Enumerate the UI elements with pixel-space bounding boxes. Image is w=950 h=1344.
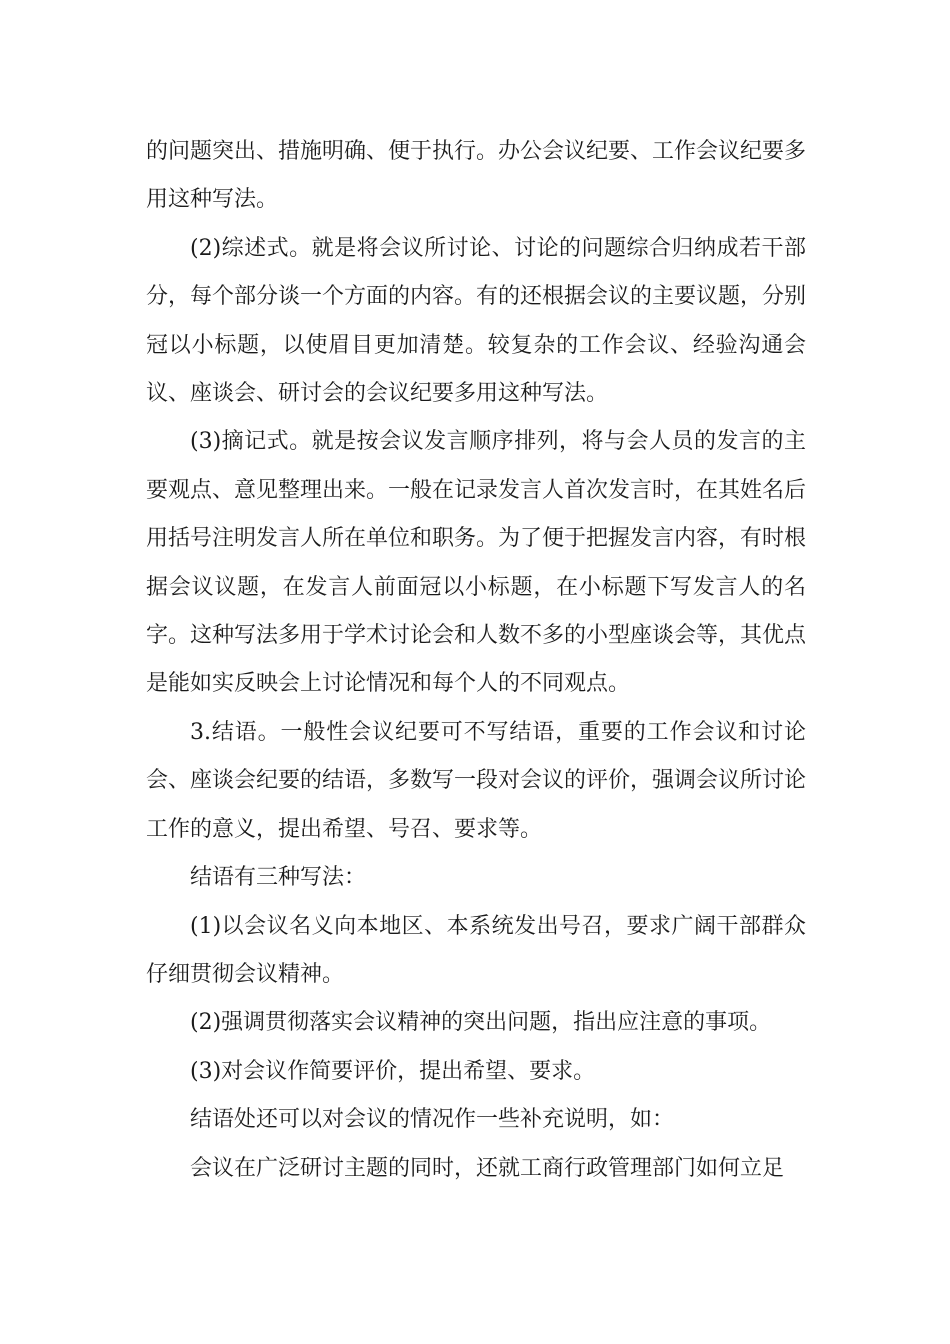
paragraph: 的问题突出、措施明确、便于执行。办公会议纪要、工作会议纪要多用这种写法。 — [146, 139, 807, 213]
paragraph: (3)摘记式。就是按会议发言顺序排列，将与会人员的发言的主要观点、意见整理出来。一般在记录发言人首次发言时，在其姓名后用括号注明发言人所在单位和职务。为了便于把握发言内容，有时根据会议议题，在发言人前面冠以小标题，在小标题下写发言人的名字。这种写法多用于学术讨论会和人数不多的小型座谈会等，其优点是能如实反映会上讨论情况和每个人的不同观点。 — [146, 429, 807, 697]
paragraph: (3)对会议作简要评价，提出希望、要求。 — [190, 1058, 596, 1084]
paragraph: 结语处还可以对会议的情况作一些补充说明，如： — [190, 1107, 675, 1133]
document-body — [146, 128, 806, 1193]
paragraph: (2)强调贯彻落实会议精神的突出问题，指出应注意的事项。 — [190, 1010, 772, 1036]
paragraph: 结语有三种写法： — [190, 865, 367, 891]
paragraph: (1)以会议名义向本地区、本系统发出号召，要求广阔干部群众仔细贯彻会议精神。 — [146, 913, 806, 987]
paragraph: 会议在广泛研讨主题的同时，还就工商行政管理部门如何立足 — [190, 1155, 785, 1181]
paragraph: (2)综述式。就是将会议所讨论、讨论的问题综合归纳成若干部分，每个部分谈一个方面的内容。有的还根据会议的主要议题，分别冠以小标题，以使眉目更加清楚。较复杂的工作会议、经验沟通会议、座谈会、研讨会的会议纪要多用这种写法。 — [146, 235, 807, 407]
paragraph: 3.结语。一般性会议纪要可不写结语，重要的工作会议和讨论会、座谈会纪要的结语，多数写一段对会议的评价，强调会议所讨论工作的意义，提出希望、号召、要求等。 — [146, 719, 807, 842]
